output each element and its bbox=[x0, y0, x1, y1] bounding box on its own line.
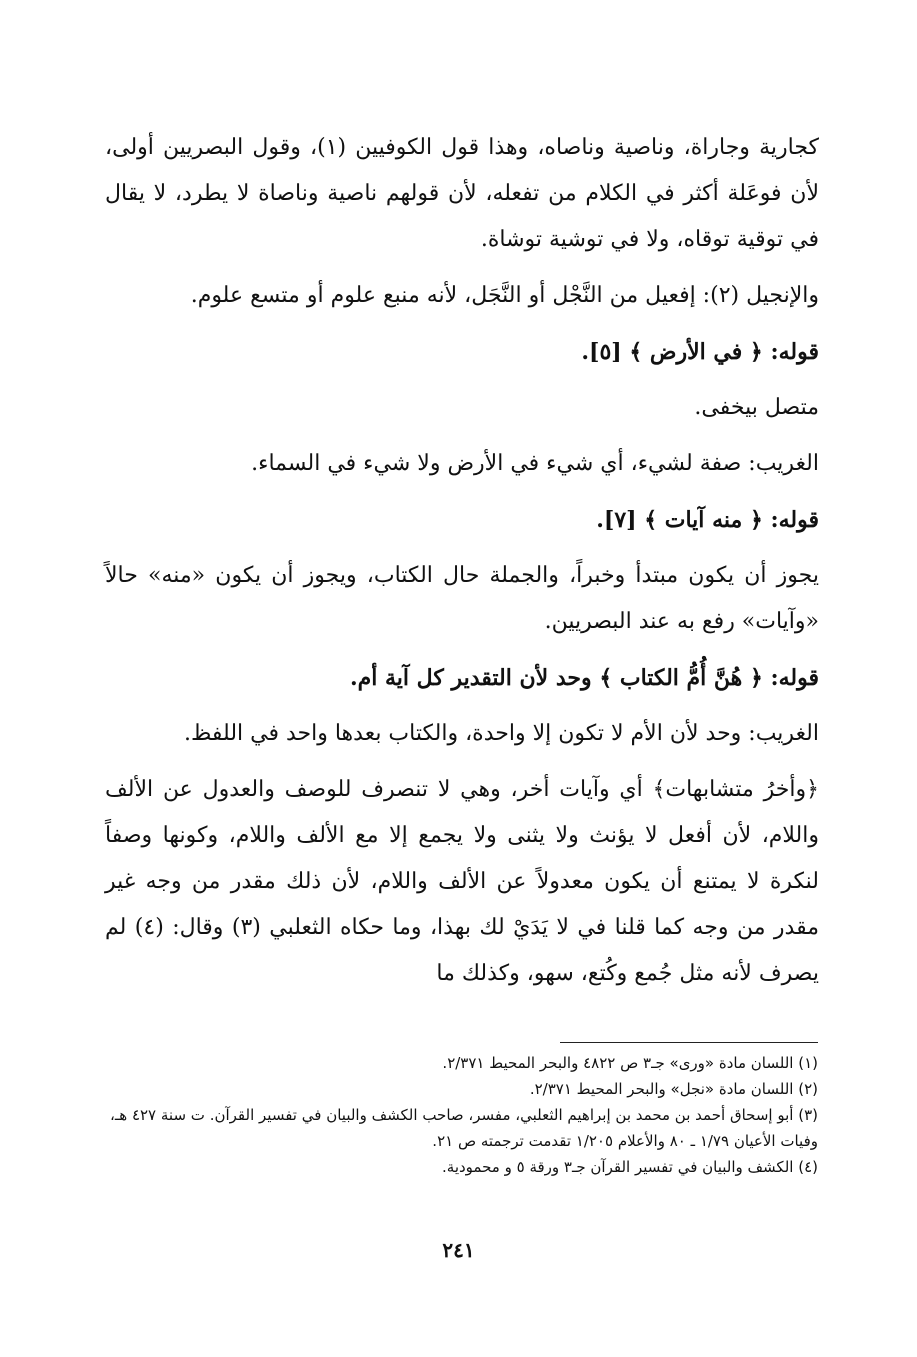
verse-heading-2: قوله: ﴿ منه آيات ﴾ [٧]. bbox=[596, 507, 819, 533]
paragraph-2: والإنجيل (٢): إفعيل من النَّجْل أو النَّجَل، لأنه منبع علوم أو متسع علوم. bbox=[190, 283, 819, 308]
paragraph-1: كجارية وجاراة، وناصية وناصاه، وهذا قول الكوفيين (١)، وقول البصريين أولى، لأن فوعَلة أكثر في الكلام من تفعله، لأن قولهم ناصية وناصاة لا يطرد، لا يقال في توقية توقاه، ولا في توشية توشاة. bbox=[105, 135, 819, 252]
footnote-3: (٣) أبو إسحاق أحمد بن محمد بن إبراهيم الثعلبي، مفسر، صاحب الكشف والبيان في تفسير القرآن. ت سنة ٤٢٧ هـ، وفيات الأعيان ١/٧٩ ـ ٨٠ والأعلام ١/٢٠٥ تقدمت ترجمته ص ٢١. bbox=[110, 1106, 818, 1150]
footnote-1: (١) اللسان مادة «ورى» جـ٣ ص ٤٨٢٢ والبحر المحيط ٢/٣٧١. bbox=[442, 1054, 818, 1072]
paragraph-4: الغريب: صفة لشيء، أي شيء في الأرض ولا شيء في السماء. bbox=[251, 451, 819, 476]
main-text bbox=[105, 125, 819, 1007]
verse-heading-1: قوله: ﴿ في الأرض ﴾ [٥]. bbox=[581, 339, 819, 365]
footnote-2: (٢) اللسان مادة «نجل» والبحر المحيط ٢/٣٧١. bbox=[529, 1080, 818, 1098]
verse-heading-3: قوله: ﴿ هُنَّ أُمُّ الكتاب ﴾ وحد لأن التقدير كل آية أم. bbox=[349, 665, 819, 691]
paragraph-6: الغريب: وحد لأن الأم لا تكون إلا واحدة، والكتاب بعدها واحد في اللفظ. bbox=[184, 721, 819, 746]
page-number: ٢٤١ bbox=[442, 1238, 475, 1262]
footnote-separator bbox=[560, 1042, 818, 1043]
paragraph-7: ﴿وأخرُ متشابهات﴾ أي وآيات أخر، وهي لا تنصرف للوصف والعدول عن الألف واللام، لأن أفعل لا يؤنث ولا يثنى ولا يجمع إلا مع الألف واللام، وكونها وصفاً لنكرة لا يمتنع أن يكون معدولاً عن الألف واللام، لأن ذلك مقدر من وجه غير مقدر من وجه كما قلنا في لا يَدَيْ لك بهذا، وما حكاه الثعلبي (٣) وقال: (٤) لم يصرف لأنه مثل جُمع وكُتع، سهو، وكذلك ما bbox=[105, 777, 819, 986]
footnotes bbox=[110, 1050, 818, 1180]
paragraph-3: متصل بيخفى. bbox=[694, 395, 819, 420]
paragraph-5: يجوز أن يكون مبتدأ وخبراً، والجملة حال الكتاب، ويجوز أن يكون «منه» حالاً «وآيات» رفع به عند البصريين. bbox=[105, 563, 819, 634]
footnote-4: (٤) الكشف والبيان في تفسير القرآن جـ٣ ورقة ٥ و محمودية. bbox=[442, 1158, 818, 1176]
